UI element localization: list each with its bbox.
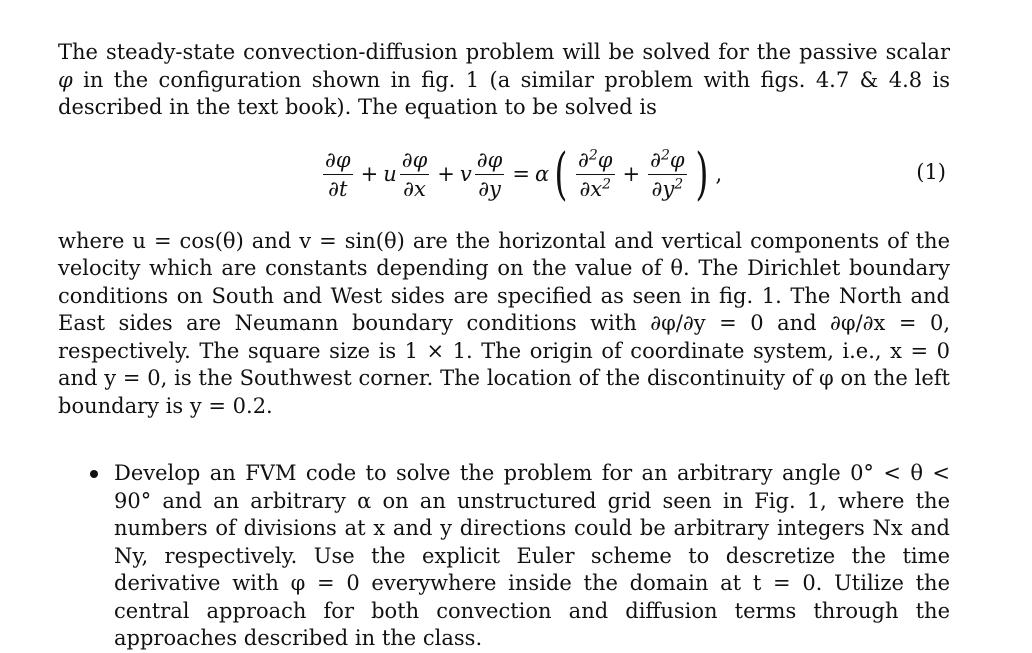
x-derivative	[400, 148, 430, 201]
left-paren: (	[554, 141, 568, 207]
x-derivative-denominator: ∂x	[403, 177, 426, 201]
second-x-numerator: ∂$^2$φ	[576, 148, 615, 175]
task-description: Develop an FVM code to solve the problem for an arbitrary angle 0° < θ < 90° and an arbitrary α on an unstructured grid seen in Fig. 1, where the numbers of divisions at x and y directions could be arbitrary integers Nx and Ny, respectively. Use the explicit Euler scheme to descretize the time derivative with φ = 0 everywhere inside the domain at t = 0. Utilize the central approach for both convection and diffusion terms through the approaches described in the class.	[114, 461, 950, 650]
v-coefficient: v	[459, 161, 472, 186]
boundary-conditions-paragraph: where u = cos(θ) and v = sin(θ) are the horizontal and vertical components of the velocity which are constants depending on the value of θ. The Dirichlet boundary conditions on South and West sides are specified as seen in fig. 1. The North and East sides are Neumann boundary conditions with ∂φ/∂y = 0 and ∂φ/∂x = 0, respectively. The square size is 1 × 1. The origin of coordinate system, i.e., x = 0 and y = 0, is the Southwest corner. The location of the discontinuity of φ on the left boundary is y = 0.2.	[58, 228, 950, 418]
u-coefficient: u	[383, 161, 397, 186]
intro-paragraph	[58, 39, 950, 122]
intro-text-2: in the configuration shown in fig. 1 (a similar problem with figs. 4.7 & 4.8 is described in the text book). The equation to be solved is	[58, 67, 950, 119]
plus-operator: +	[622, 161, 641, 186]
second-y-derivative	[648, 148, 687, 201]
right-paren: )	[694, 141, 709, 207]
y-derivative-numerator: ∂φ	[475, 148, 505, 175]
time-derivative-numerator: ∂φ	[323, 148, 353, 175]
time-derivative	[323, 148, 353, 201]
bullet-icon	[90, 470, 98, 478]
second-x-denominator: $\partial x^2$	[579, 176, 612, 201]
equation-comma: ,	[715, 161, 723, 186]
second-y-numerator: ∂$^2$φ	[648, 148, 687, 175]
equals-operator: =	[512, 161, 530, 186]
intro-text-1: The steady-state convection-diffusion problem will be solved for the passive scalar	[58, 40, 950, 64]
time-derivative-denominator: ∂t	[328, 177, 348, 201]
plus-operator: +	[437, 161, 455, 186]
task-list-item	[58, 460, 950, 653]
equation-1	[58, 132, 950, 218]
second-x-derivative	[576, 148, 615, 201]
equation-body	[320, 132, 722, 218]
phi-symbol: φ	[58, 67, 73, 92]
second-y-denominator: $\partial y^2$	[651, 176, 684, 201]
x-derivative-numerator: ∂φ	[400, 148, 430, 175]
document-page	[58, 39, 950, 653]
y-derivative	[475, 148, 505, 201]
plus-operator: +	[360, 161, 379, 186]
equation-number: (1)	[916, 159, 946, 184]
y-derivative-denominator: ∂y	[478, 177, 501, 201]
alpha-coefficient: α	[534, 161, 550, 186]
